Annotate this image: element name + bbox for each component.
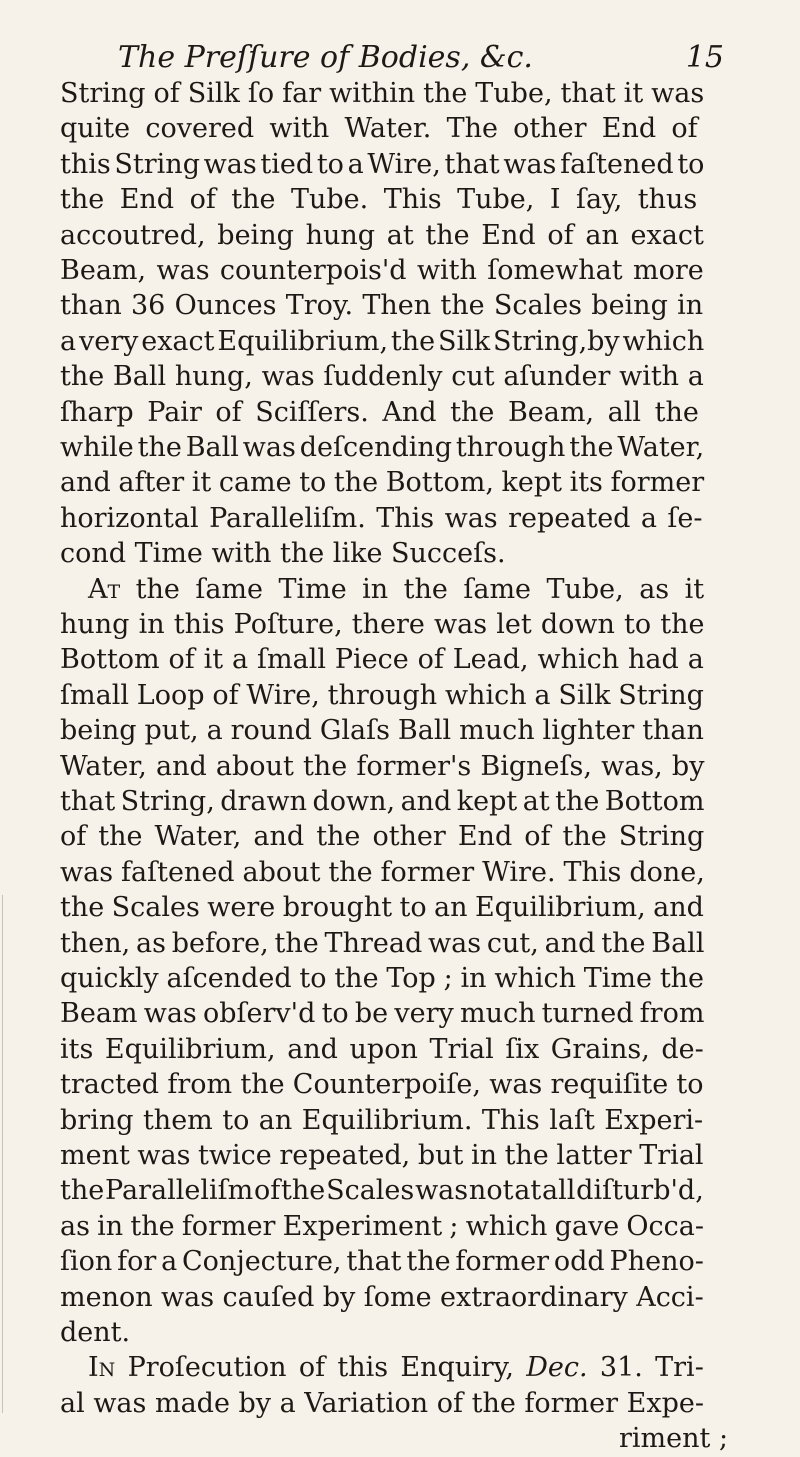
text-line xyxy=(60,182,697,218)
text-line xyxy=(60,1209,704,1245)
text-line xyxy=(60,430,704,466)
text-line xyxy=(60,642,704,678)
text-line xyxy=(60,465,704,501)
line-text: the Scales were brought to an Equilibrium, and xyxy=(60,892,704,924)
line-text: quite covered with Water. The other End of xyxy=(60,113,698,145)
line-text: of the Water, and the other End of the String xyxy=(60,821,705,853)
line-text: cond Time with the like Succeſs. xyxy=(60,538,506,570)
running-header xyxy=(118,38,724,78)
line-text: tracted from the Counterpoiſe, was requiſite to xyxy=(60,1069,704,1101)
line-text: Water, and about the former's Bigneſs, was, by xyxy=(60,750,705,782)
text-line xyxy=(60,1173,704,1209)
text-line xyxy=(88,572,704,608)
text-line xyxy=(60,111,698,147)
text-line xyxy=(60,1067,704,1103)
line-text: ſmall Loop of Wire, through which a Silk String xyxy=(60,679,704,711)
line-text: ſion for a Conjecture, that the former odd Pheno- xyxy=(60,1246,704,1278)
line-text: dent. xyxy=(60,1317,131,1348)
line-text: hung in this Poſture, there was let down to the xyxy=(60,609,705,640)
line-text: than 36 Ounces Troy. Then the Scales being in xyxy=(60,290,704,322)
text-line xyxy=(60,926,704,962)
text-line xyxy=(60,819,704,855)
text-line xyxy=(60,678,704,714)
text-line xyxy=(60,713,704,749)
text-line xyxy=(60,1280,704,1316)
text-line xyxy=(60,749,704,785)
line-text: String of Silk ſo far within the Tube, that it was xyxy=(60,78,705,109)
line-text: the ſame Time in the ſame Tube, as it xyxy=(120,573,705,605)
text-line xyxy=(60,1315,130,1351)
line-text: quickly aſcended to the Top ; in which Time the xyxy=(60,963,705,994)
line-text: the End of the Tube. This Tube, I ſay, thus xyxy=(60,184,698,216)
line-text: the Paralleliſm of the Scales was not at all diſturb'd, xyxy=(60,1175,704,1207)
line-text: al was made by a Variation of the former Expe- xyxy=(60,1387,704,1419)
running-title: The Preſſure of Bodies, &c. xyxy=(118,40,533,75)
line-text: this String was tied to a Wire, that was faſtened to xyxy=(60,148,705,180)
text-line xyxy=(60,890,704,926)
line-text: that String, drawn down, and kept at the Bottom xyxy=(60,786,705,817)
paragraph-lead: At xyxy=(88,573,121,605)
line-text: horizontal Paralleliſm. This was repeated a ſe- xyxy=(60,502,703,534)
text-line xyxy=(60,961,704,997)
line-text: Proſecution of this Enquiry, xyxy=(115,1352,527,1384)
line-text: riment ; xyxy=(619,1423,729,1455)
paragraph-lead: In xyxy=(88,1352,116,1384)
line-text: Bottom of it a ſmall Piece of Lead, which had a xyxy=(60,644,704,676)
line-text: while the Ball was deſcending through the Water, xyxy=(60,432,705,463)
line-text: menon was cauſed by ſome extraordinary Acci- xyxy=(60,1281,704,1313)
text-line xyxy=(60,855,705,891)
italic-text: Dec. xyxy=(526,1352,588,1384)
line-text: ſharp Pair of Sciſſers. And the Beam, all the xyxy=(60,396,699,428)
page-edge-shadow xyxy=(2,895,3,1413)
text-line xyxy=(619,1421,728,1457)
text-line xyxy=(60,536,506,572)
text-line xyxy=(60,359,704,395)
line-text: ment was twice repeated, but in the latter Trial xyxy=(60,1140,704,1171)
line-text: accoutred, being hung at the End of an exact xyxy=(60,219,704,251)
line-text: Beam was obſerv'd to be very much turned from xyxy=(60,998,705,1030)
line-text: Beam, was counterpois'd with ſomewhat more xyxy=(60,255,704,286)
line-text: then, as before, the Thread was cut, and the Ball xyxy=(60,927,705,959)
text-line xyxy=(60,1103,703,1139)
text-line xyxy=(60,324,704,360)
line-text: as in the former Experiment ; which gave Occa- xyxy=(60,1210,705,1242)
line-text: and after it came to the Bottom, kept its former xyxy=(60,467,705,499)
line-tail: 31. Tri- xyxy=(587,1352,704,1384)
text-line xyxy=(60,1244,704,1280)
text-line xyxy=(60,218,704,254)
text-line xyxy=(60,784,704,820)
line-text: its Equilibrium, and upon Trial ſix Grains, de- xyxy=(60,1033,704,1065)
line-text: was faſtened about the former Wire. This done, xyxy=(60,856,705,888)
line-text: being put, a round Glaſs Ball much lighter than xyxy=(60,715,704,747)
text-line xyxy=(60,76,704,112)
text-line xyxy=(60,501,703,537)
text-line xyxy=(60,288,703,324)
page-number: 15 xyxy=(685,40,724,75)
text-line xyxy=(60,1138,704,1174)
line-text: the Ball hung, was ſuddenly cut aſunder with a xyxy=(60,361,704,393)
text-line xyxy=(60,607,704,643)
text-line xyxy=(88,1350,704,1386)
text-line xyxy=(60,395,699,431)
line-text: bring them to an Equilibrium. This laſt Experi- xyxy=(60,1104,704,1136)
text-line xyxy=(60,253,704,289)
line-text: a very exact Equilibrium, the Silk String,by which xyxy=(60,325,705,357)
text-line xyxy=(60,996,704,1032)
text-line xyxy=(60,1386,704,1422)
text-line xyxy=(60,1032,704,1068)
text-line xyxy=(60,147,704,183)
